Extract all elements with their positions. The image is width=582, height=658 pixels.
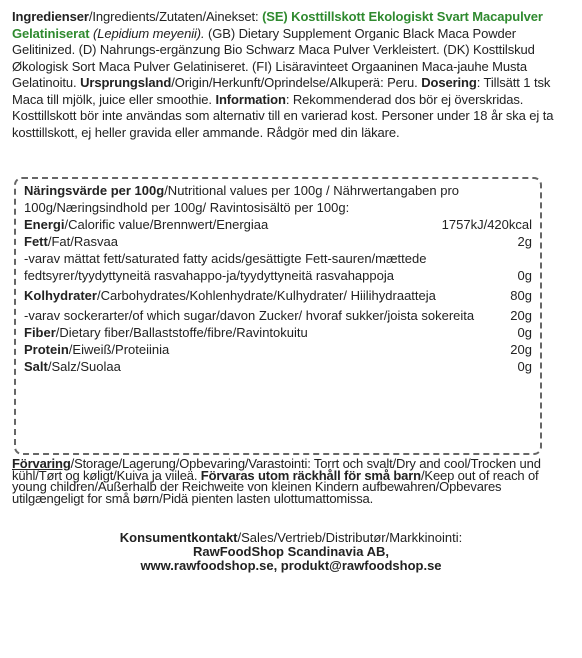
storage-text: /Storage/Lagerung/Opbevaring/Varastointi: Torrt och svalt/Dry and cool/Trocken und kühl/Tørt og køligt/Kuiva ja viileä.	[12, 456, 541, 483]
nutrition-row-label-rest: /Calorific value/Brennwert/Energiaa	[64, 217, 269, 232]
contact-label-translations: /Sales/Vertrieb/Distributør/Markkinointi:	[237, 530, 463, 545]
nutrition-row-label	[24, 250, 510, 284]
product-name-se: (SE) Kosttillskott Ekologiskt Svart Macapulver Gelatiniserat	[12, 9, 543, 41]
information-label: Information	[215, 91, 286, 107]
contact-label: Konsumentkontakt	[119, 530, 238, 545]
storage-label: Förvaring	[12, 456, 71, 471]
nutrition-row-label-bold: Salt	[24, 359, 48, 374]
child-warning-text: /Keep out of reach of young children/Außerhalb der Reichweite von kleinen Kindern aufbewahren/Opbevares utilgængeligt for små børn/Pidä pienten lasten ulottumattomissa.	[12, 467, 539, 506]
latin-name: (Lepidium meyenii).	[89, 25, 205, 41]
nutrition-header	[24, 182, 532, 216]
nutrition-row-value: 20g	[510, 308, 532, 323]
nutrition-row-label-rest: /Fat/Rasvaa	[47, 234, 118, 249]
nutrition-row-carbohydrates	[24, 287, 532, 304]
nutrition-row-label-rest: /Salz/Suolaa	[47, 359, 121, 374]
contact-heading	[0, 531, 582, 545]
nutrition-row-value: 80g	[510, 288, 532, 303]
nutrition-row-label-bold: Energi	[24, 217, 65, 232]
consumer-contact	[0, 531, 582, 573]
nutrition-row-salt	[24, 358, 532, 375]
nutrition-row-value: 2g	[517, 234, 532, 249]
nutrition-row-label	[24, 324, 308, 341]
nutrition-row-label	[24, 341, 169, 358]
nutrition-row-protein	[24, 341, 532, 358]
nutrition-row-label	[24, 216, 268, 233]
nutrition-row-label-rest: -varav sockerarter/of which sugar/davon Zucker/ hvoraf sukker/joista sokereita	[24, 308, 475, 323]
nutrition-row-value: 20g	[510, 342, 532, 357]
nutrition-row-label	[24, 233, 118, 250]
nutrition-row-label-rest: -varav mättat fett/saturated fatty acids/gesättigte Fett-sauren/mættede fedtsyrer/tyydyttyneitä rasvahappo-ja/tyydyttyneitä rasvahappoja	[24, 251, 427, 283]
nutrition-row-label-bold: Fiber	[24, 325, 56, 340]
nutrition-row-value: 1757kJ/420kcal	[441, 217, 532, 232]
nutrition-row-label	[24, 358, 121, 375]
nutrition-row-value: 0g	[517, 325, 532, 340]
origin-label: Ursprungsland	[80, 75, 172, 90]
ingredients-label-translations: /Ingredients/Zutaten/Ainekset:	[88, 9, 263, 24]
nutrition-row-label	[24, 307, 474, 324]
origin-text: /Origin/Herkunft/Oprindelse/Alkuperä: Peru.	[171, 75, 422, 90]
nutrition-row-saturated-fat	[24, 250, 532, 284]
nutrition-row-label-bold: Kolhydrater	[24, 288, 97, 303]
dosage-label: Dosering	[421, 75, 477, 90]
website-email: www.rawfoodshop.se, produkt@rawfoodshop.se	[140, 558, 442, 573]
child-warning-label: Förvaras utom räckhåll för små barn	[200, 467, 421, 483]
nutrition-row-label	[24, 287, 436, 304]
dosage-text: : Tillsätt 1 tsk Maca till mjölk, juice eller smoothie.	[12, 75, 551, 107]
nutrition-row-label-rest: /Eiweiß/Proteiinia	[68, 342, 170, 357]
nutrition-row-value: 0g	[517, 359, 532, 374]
nutrition-row-fat	[24, 233, 532, 250]
nutrition-row-label-bold: Protein	[24, 342, 69, 357]
nutrition-table	[14, 177, 542, 455]
nutrition-header-translations: /Nutritional values per 100g / Nährwertangaben pro 100g/Næringsindhold per 100g/ Ravintosisältö per 100g:	[24, 183, 460, 215]
storage-block	[12, 458, 574, 504]
nutrition-row-energy	[24, 216, 532, 233]
ingredients-block	[12, 9, 572, 141]
ingredients-label: Ingredienser	[12, 9, 89, 24]
information-text: : Rekommenderad dos bör ej överskridas. Kosttillskott bör inte användas som alternativ till en varierad kost. Personer under 18 år ska ej ta kosttillskott, ej heller gravida eller ammande. Rådgör med din läkare.	[12, 91, 554, 140]
nutrition-row-fiber	[24, 324, 532, 341]
nutrition-row-sugars	[24, 307, 532, 324]
nutrition-row-label-bold: Fett	[24, 234, 48, 249]
nutrition-row-label-rest: /Dietary fiber/Ballaststoffe/fibre/Ravintokuitu	[55, 325, 308, 340]
nutrition-header-label: Näringsvärde per 100g	[24, 183, 165, 198]
nutrition-row-label-rest: /Carbohydrates/Kohlenhydrate/Kulhydrater/ Hiilihydraatteja	[96, 288, 436, 303]
company-name: RawFoodShop Scandinavia AB,	[193, 544, 389, 559]
product-name-translations: (GB) Dietary Supplement Organic Black Maca Powder Gelitinized. (D) Nahrungs-ergänzung Bio Schwarz Maca Pulver Verkleistert. (DK) Kosttilskud Økologisk Sort Maca Pulver Gelatiniseret. (FI) Lisäravinteet Orgaaninen Maca-jauhe Musta Gelatinoitu.	[12, 25, 535, 90]
nutrition-row-value: 0g	[517, 268, 532, 283]
